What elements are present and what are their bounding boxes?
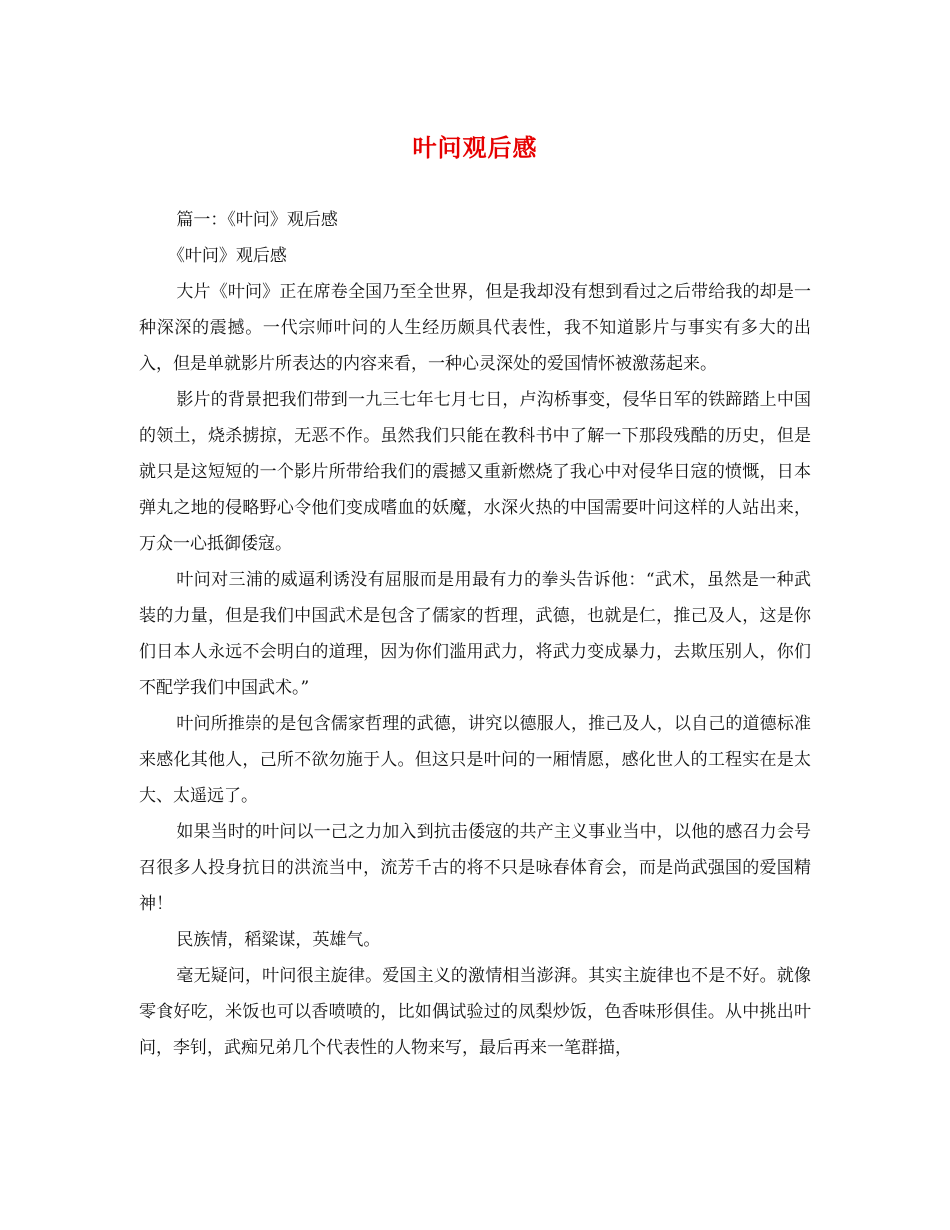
document-body bbox=[139, 202, 811, 1066]
paragraph: 影片的背景把我们带到一九三七年七月七日，卢沟桥事变，侵华日军的铁蹄踏上中国的领土，烧杀掳掠，无恶不作。虽然我们只能在教科书中了解一下那段残酷的历史，但是就只是这短短的一个影片所带给我们的震撼又重新燃烧了我心中对侵华日寇的愤慨，日本弹丸之地的侵略野心令他们变成嗜血的妖魔，水深火热的中国需要叶问这样的人站出来，万众一心抵御倭寇。 bbox=[139, 390, 811, 554]
paragraph: 民族情，稻粱谋，英雄气。 bbox=[176, 930, 381, 950]
paragraph: 叶问对三浦的威逼利诱没有屈服而是用最有力的拳头告诉他：“武术，虽然是一种武装的力量，但是我们中国武术是包含了儒家的哲理，武德，也就是仁，推己及人，这是你们日本人永远不会明白的道理，因为你们滥用武力，将武力变成暴力，去欺压别人，你们不配学我们中国武术。” bbox=[139, 570, 811, 698]
section-heading: 篇一：《叶问》观后感 bbox=[176, 210, 338, 230]
paragraph: 大片《叶问》正在席卷全国乃至全世界，但是我却没有想到看过之后带给我的却是一种深深的震撼。一代宗师叶问的人生经历颇具代表性，我不知道影片与事实有多大的出入，但是单就影片所表达的内容来看，一种心灵深处的爱国情怀被激荡起来。 bbox=[139, 282, 811, 374]
paragraph: 毫无疑问，叶问很主旋律。爱国主义的激情相当澎湃。其实主旋律也不是不好。就像零食好吃，米饭也可以香喷喷的，比如偶试验过的凤梨炒饭，色香味形俱佳。从中挑出叶问，李钊，武痴兄弟几个代表性的人物来写，最后再来一笔群描， bbox=[139, 966, 811, 1058]
document-title: 叶问观后感 bbox=[412, 134, 538, 162]
sub-heading: 《叶问》观后感 bbox=[167, 246, 287, 266]
paragraph: 如果当时的叶问以一己之力加入到抗击倭寇的共产主义事业当中，以他的感召力会号召很多人投身抗日的洪流当中，流芳千古的将不只是咏春体育会，而是尚武强国的爱国精神！ bbox=[139, 822, 811, 914]
paragraph: 叶问所推崇的是包含儒家哲理的武德，讲究以德服人，推己及人，以自己的道德标准来感化其他人，己所不欲勿施于人。但这只是叶问的一厢情愿，感化世人的工程实在是太大、太遥远了。 bbox=[139, 714, 811, 806]
